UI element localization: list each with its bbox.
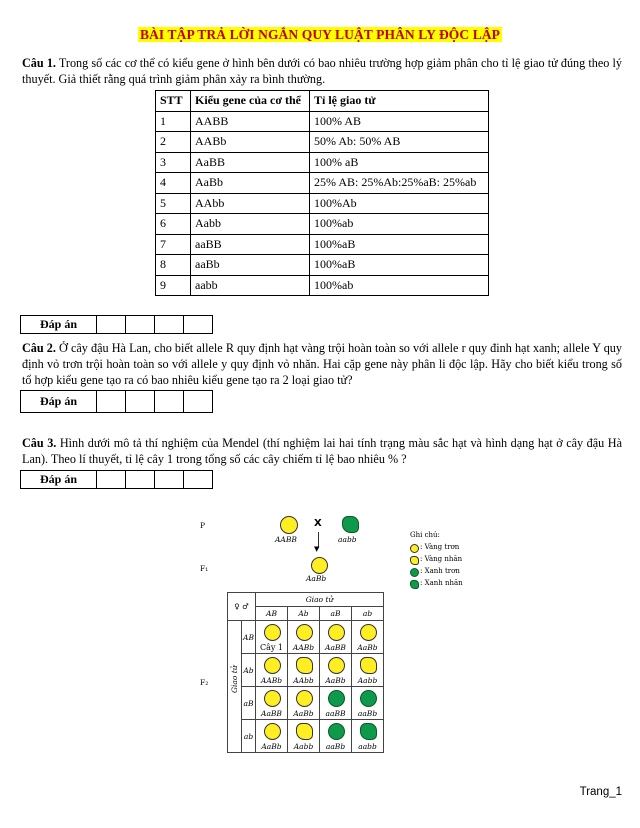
answer-input[interactable] <box>155 391 184 413</box>
cell: 1 <box>156 111 191 132</box>
cell: aabb <box>191 275 310 296</box>
yellow-round-pea-icon <box>280 516 298 534</box>
cell: AABB <box>191 111 310 132</box>
header-stt: STT <box>156 91 191 112</box>
title-text: BÀI TẬP TRẢ LỜI NGẮN QUY LUẬT PHÂN LY ĐỘC LẬP <box>139 27 501 42</box>
cell: 100%aB <box>310 234 489 255</box>
answer-input[interactable] <box>97 316 126 334</box>
gamete-col: aB <box>320 607 352 621</box>
header-gamete-ratio: Tỉ lệ giao tử <box>310 91 489 112</box>
label-f1: F₁ <box>200 564 209 573</box>
answer-label: Đáp án <box>21 471 97 489</box>
gamete-col: ab <box>352 607 384 621</box>
yellow-round-pea-icon <box>360 624 377 641</box>
cell: 100%Ab <box>310 193 489 214</box>
cell: 6 <box>156 214 191 235</box>
cell: AaBb <box>191 173 310 194</box>
cell: aaBB <box>191 234 310 255</box>
parent2-genotype: aabb <box>338 535 357 544</box>
label-f2: F₂ <box>200 678 209 687</box>
yellow-round-pea-icon <box>296 690 313 707</box>
gametes-side-text: Giao tử <box>230 665 239 693</box>
cell: AABb <box>191 132 310 153</box>
offspring-genotype: aabb <box>358 742 377 751</box>
cell: AaBB <box>191 152 310 173</box>
gamete-row: Ab <box>242 654 256 687</box>
q3-text: Hình dưới mô tả thí nghiệm của Mendel (thí nghiệm lai hai tính trạng màu sắc hạt và hình dạng hạt ở cây đậu Hà Lan). Theo lí thuyết, tỉ lệ cây 1 trong tổng số các cây chiếm tỉ lệ bao nhiêu % ? <box>22 436 622 466</box>
table-row <box>156 193 489 214</box>
q1-text: Trong số các cơ thể có kiểu gene ở hình bên dưới có bao nhiêu trường hợp giảm phân cho tỉ lệ giao tử đúng theo lý thuyết. Giả thiết rằng quá trình giảm phân xảy ra bình thường. <box>22 56 622 86</box>
yellow-round-pea-icon <box>410 544 419 553</box>
green-round-pea-icon <box>410 568 419 577</box>
arrow-down-icon: ▼ <box>314 545 320 553</box>
answer-input[interactable] <box>184 391 213 413</box>
answer-input[interactable] <box>126 391 155 413</box>
answer-box-1 <box>20 315 213 334</box>
offspring-genotype: AaBB <box>261 709 282 718</box>
offspring-genotype: AABb <box>260 676 283 685</box>
yellow-round-pea-icon <box>264 690 281 707</box>
yellow-round-pea-icon <box>296 624 313 641</box>
offspring-genotype: AAbb <box>293 676 314 685</box>
page-number: Trang_1 <box>579 786 622 798</box>
yellow-wrinkled-pea-icon <box>296 657 313 674</box>
answer-box-3 <box>20 470 213 489</box>
green-round-pea-icon <box>328 723 345 740</box>
offspring-genotype: Aabb <box>293 742 314 751</box>
cell: 25% AB: 25%Ab:25%aB: 25%ab <box>310 173 489 194</box>
table-header-row <box>156 91 489 112</box>
table-row <box>156 255 489 276</box>
cell: 8 <box>156 255 191 276</box>
offspring-genotype: Cây 1 <box>259 643 284 652</box>
offspring-genotype: aaBb <box>357 709 378 718</box>
f1-genotype: AaBb <box>306 574 327 583</box>
parent1-genotype: AABB <box>275 535 297 544</box>
offspring-genotype: aaBb <box>325 742 346 751</box>
legend-title: Ghi chú: <box>410 531 440 539</box>
yellow-wrinkled-pea-icon <box>360 657 377 674</box>
yellow-round-pea-icon <box>264 657 281 674</box>
label-p: P <box>200 521 206 530</box>
table-row <box>156 152 489 173</box>
green-round-pea-icon <box>328 690 345 707</box>
answer-input[interactable] <box>97 471 126 489</box>
cell: 100%aB <box>310 255 489 276</box>
q2-label: Câu 2. <box>22 341 56 355</box>
cross-symbol: X <box>314 518 322 529</box>
sex-symbols: ♀ ♂ <box>228 593 256 621</box>
question-2 <box>22 340 622 388</box>
yellow-round-pea-icon <box>264 624 281 641</box>
offspring-genotype: AABb <box>292 643 315 652</box>
legend-item: : Vàng trơn <box>420 543 460 551</box>
answer-input[interactable] <box>155 316 184 334</box>
offspring-genotype: Aabb <box>357 676 378 685</box>
yellow-round-pea-icon <box>264 723 281 740</box>
cell: 3 <box>156 152 191 173</box>
cell: 9 <box>156 275 191 296</box>
green-wrinkled-pea-icon <box>342 516 359 533</box>
genotype-table <box>155 90 489 296</box>
yellow-wrinkled-pea-icon <box>296 723 313 740</box>
cell: aaBb <box>191 255 310 276</box>
offspring-genotype: aaBB <box>325 709 346 718</box>
answer-label: Đáp án <box>21 316 97 334</box>
gamete-row: AB <box>242 621 256 654</box>
answer-input[interactable] <box>126 471 155 489</box>
offspring-genotype: AaBB <box>325 643 346 652</box>
cell: 100%ab <box>310 275 489 296</box>
q1-label: Câu 1. <box>22 56 56 70</box>
gamete-col: AB <box>256 607 288 621</box>
cell: AAbb <box>191 193 310 214</box>
cell: Aabb <box>191 214 310 235</box>
answer-box-2 <box>20 390 213 413</box>
legend-item: : Xanh nhăn <box>420 579 463 587</box>
gametes-side-label <box>228 621 242 753</box>
page-title <box>0 26 640 44</box>
gamete-row: aB <box>242 687 256 720</box>
legend-item: : Xanh trơn <box>420 567 460 575</box>
answer-input[interactable] <box>155 471 184 489</box>
yellow-round-pea-icon <box>311 557 328 574</box>
table-row <box>156 214 489 235</box>
cell: 100%ab <box>310 214 489 235</box>
cell: 7 <box>156 234 191 255</box>
table-row <box>156 275 489 296</box>
answer-input[interactable] <box>126 316 155 334</box>
cell: 5 <box>156 193 191 214</box>
answer-label: Đáp án <box>21 391 97 413</box>
table-row <box>156 132 489 153</box>
offspring-genotype: AaBb <box>293 709 314 718</box>
cell: 100% aB <box>310 152 489 173</box>
cell: 2 <box>156 132 191 153</box>
header-genotype: Kiểu gene của cơ thể <box>191 91 310 112</box>
answer-input[interactable] <box>97 391 126 413</box>
offspring-genotype: AaBb <box>261 742 282 751</box>
yellow-wrinkled-pea-icon <box>410 556 419 565</box>
cell: 50% Ab: 50% AB <box>310 132 489 153</box>
legend-item: : Vàng nhăn <box>420 555 463 563</box>
yellow-round-pea-icon <box>328 624 345 641</box>
green-wrinkled-pea-icon <box>410 580 419 589</box>
cell: 100% AB <box>310 111 489 132</box>
question-3 <box>22 435 622 467</box>
green-wrinkled-pea-icon <box>360 723 377 740</box>
q2-text: Ở cây đậu Hà Lan, cho biết allele R quy định hạt vàng trội hoàn toàn so với allele r quy đinh hạt xanh; allele Y quy định vỏ trơn trội hoàn toàn so với allele y quy định vỏ nhăn. Hai cặp gene này phân li độc lập. Hãy cho biết kiểu trong số tổ hợp kiểu gene tạo ra có bao nhiêu kiểu gene tạo ra 2 loại giao tử? <box>22 341 622 387</box>
table-row <box>156 111 489 132</box>
table-row <box>156 173 489 194</box>
gamete-col: Ab <box>288 607 320 621</box>
gamete-row: ab <box>242 720 256 753</box>
q3-label: Câu 3. <box>22 436 57 450</box>
answer-input[interactable] <box>184 471 213 489</box>
table-row <box>156 234 489 255</box>
answer-input[interactable] <box>184 316 213 334</box>
punnett-square <box>227 592 384 753</box>
gametes-header: Giao tử <box>256 593 384 607</box>
offspring-genotype: AaBb <box>357 643 378 652</box>
green-round-pea-icon <box>360 690 377 707</box>
offspring-genotype: AaBb <box>325 676 346 685</box>
question-1 <box>22 55 622 87</box>
cell: 4 <box>156 173 191 194</box>
yellow-round-pea-icon <box>328 657 345 674</box>
